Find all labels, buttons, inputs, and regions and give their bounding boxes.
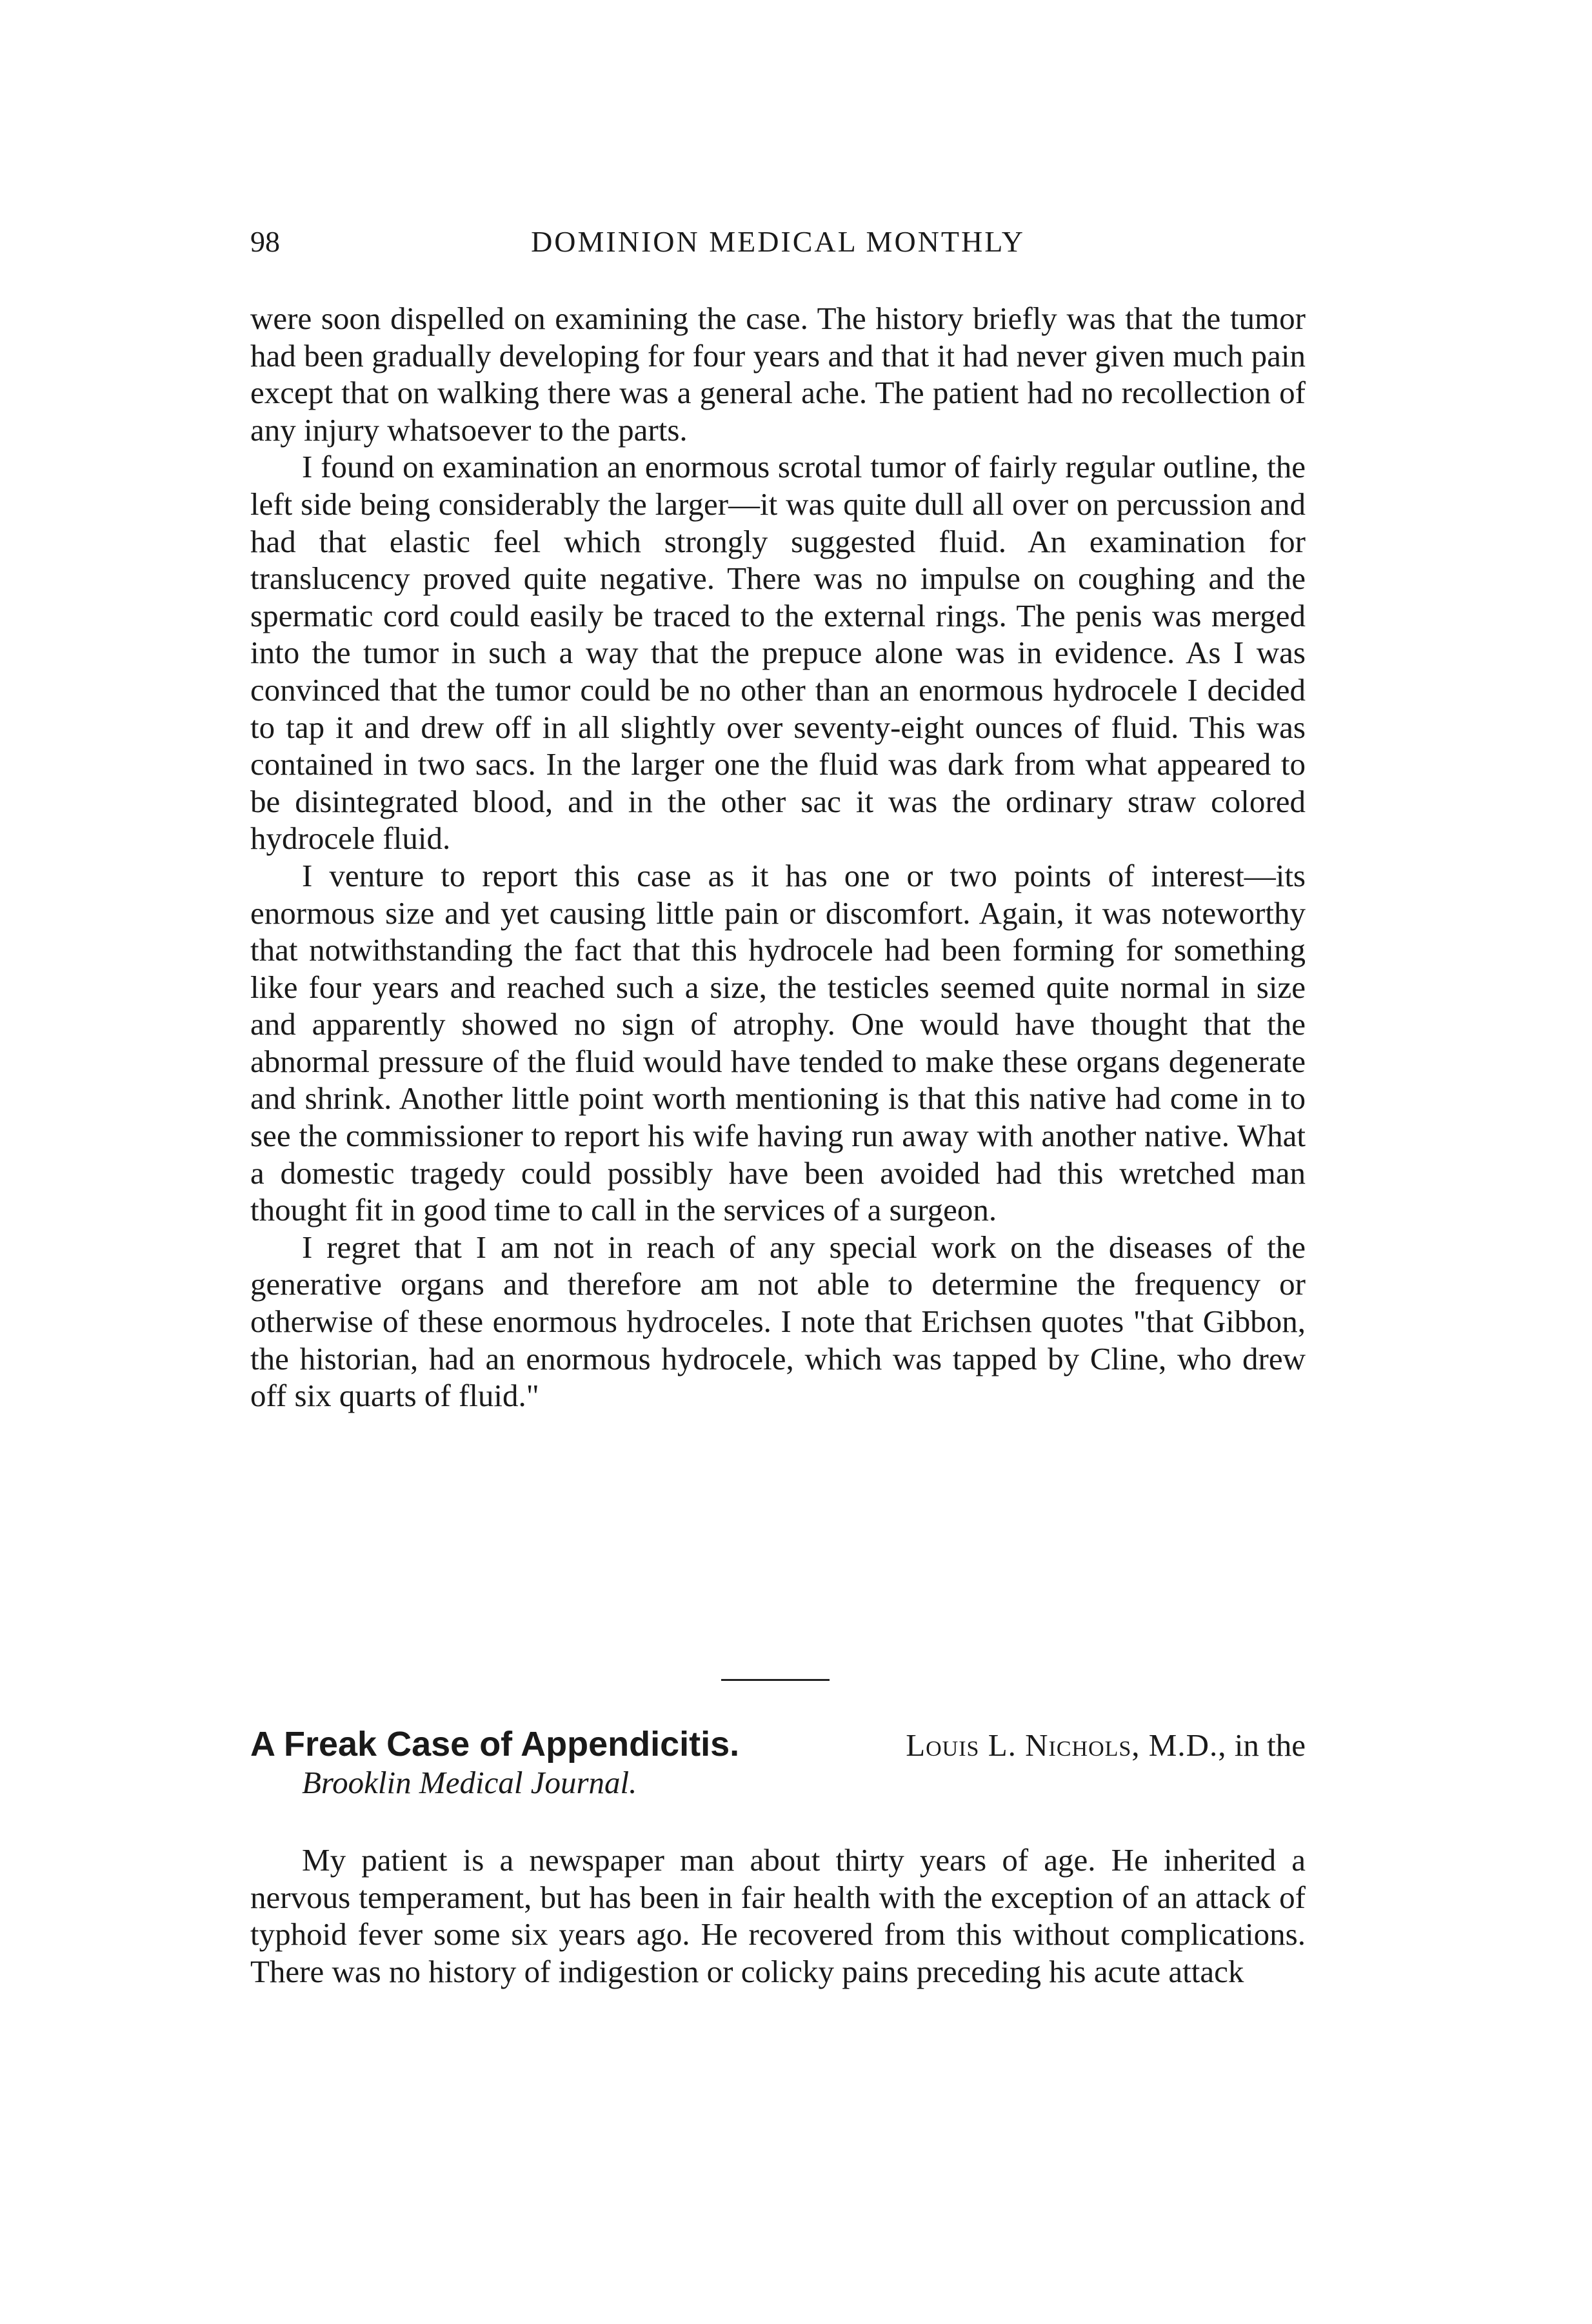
byline-connector: in the — [1234, 1727, 1306, 1763]
paragraph: I found on examination an enormous scrotal tumor of fairly regular outline, the left side being considerably the larger—it was quite dull all over on percussion and had that elastic feel which strongly suggested fluid. An examination for translucency proved quite negative. There was no impulse on coughing and the spermatic cord could easily be traced to the external rings. The penis was merged into the tumor in such a way that the prepuce alone was in evidence. As I was convinced that the tumor could be no other than an enormous hydrocele I decided to tap it and drew off in all slightly over seventy-eight ounces of fluid. This was contained in two sacs. In the larger one the fluid was dark from what appeared to be disintegrated blood, and in the other sac it was the ordinary straw colored hydrocele fluid. — [250, 449, 1306, 857]
paragraph: I regret that I am not in reach of any special work on the diseases of the generative organs and therefore am not able to determine the frequency or otherwise of these enormous hydroceles. I note that Erichsen quotes "that Gibbon, the historian, had an enormous hydrocele, which was tapped by Cline, who drew off six quarts of fluid." — [250, 1229, 1306, 1414]
paragraph: were soon dispelled on examining the case. The history briefly was that the tumor had been gradually developing for four years and that it had never given much pain except that on walking there was a general ache. The patient had no recollection of any injury whatsoever to the parts. — [250, 301, 1306, 448]
article-source: Brooklin Medical Journal. — [302, 1765, 637, 1800]
article-heading — [250, 1725, 1306, 1802]
journal-title: DOMINION MEDICAL MONTHLY — [531, 225, 1025, 258]
running-header — [250, 219, 1306, 264]
case-report-body — [250, 300, 1306, 1415]
section-divider — [721, 1679, 830, 1681]
article-author: Louis L. Nichols, M.D., — [906, 1727, 1227, 1763]
paragraph: I venture to report this case as it has one or two points of interest—its enormous size and yet causing little pain or discomfort. Again, it was noteworthy that notwithstanding the fact that this hydrocele had been forming for something like four years and reached such a size, the testicles seemed quite normal in size and apparently showed no sign of atrophy. One would have thought that the abnormal pressure of the fluid would have tended to make these organs degenerate and shrink. Another little point worth mentioning is that this native had come in to see the commissioner to report his wife having run away with another native. What a domestic tragedy could possibly have been avoided had this wretched man thought fit in good time to call in the services of a surgeon. — [250, 857, 1306, 1228]
article-title: A Freak Case of Appendicitis. — [250, 1725, 740, 1763]
byline — [906, 1727, 1306, 1764]
article-body — [250, 1842, 1306, 1990]
paragraph: My patient is a newspaper man about thirty years of age. He inherited a nervous temperament, but has been in fair health with the exception of an attack of typhoid fever some six years ago. He recovered from this without complications. There was no history of indigestion or colicky pains preceding his acute attack — [250, 1842, 1306, 1989]
page-number: 98 — [250, 225, 280, 258]
